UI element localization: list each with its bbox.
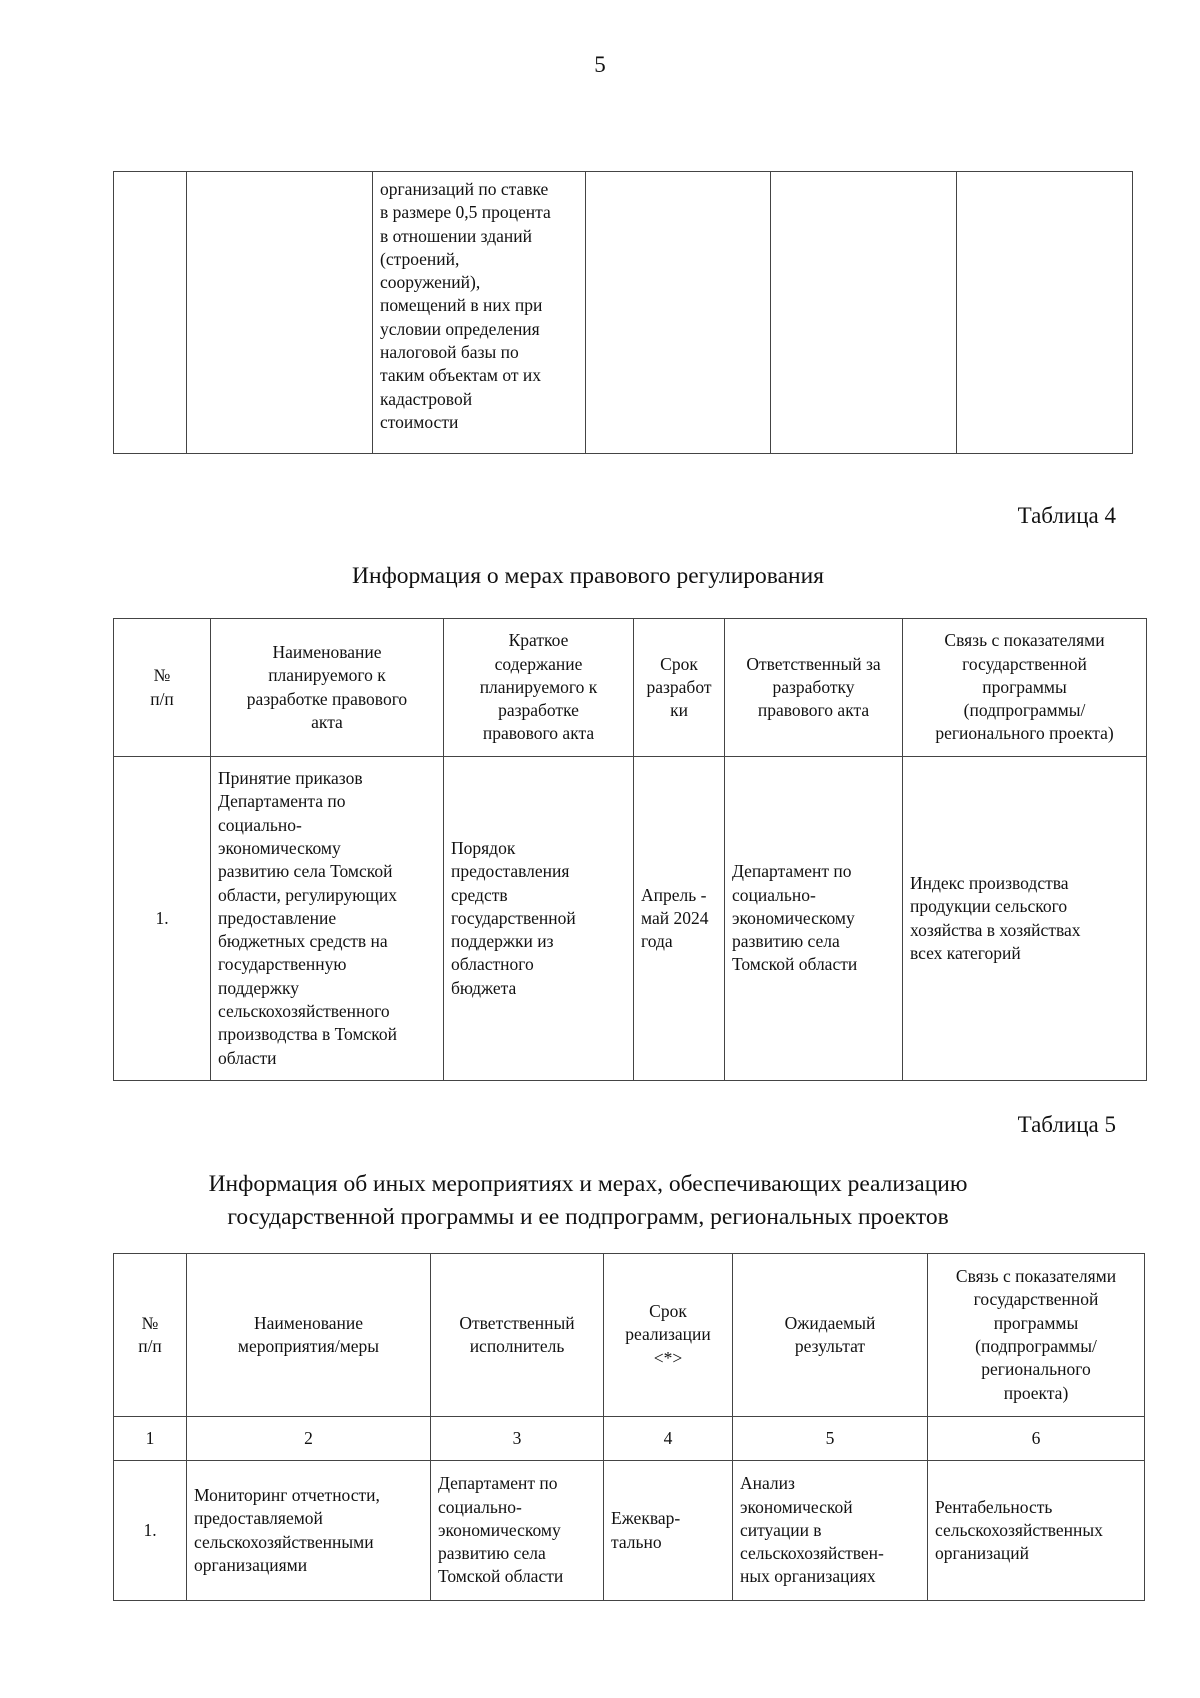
cell-line: сооружений),: [380, 272, 481, 293]
title-line: Информация об иных мероприятиях и мерах, обеспечивающих реализацию: [208, 1171, 968, 1197]
cell-line: организаций по ставке: [380, 179, 549, 199]
table-row: [114, 1461, 1145, 1601]
cell-act-name: Принятие приказов Департамента по социально- экономическому развитию села Томской области, регулирующих предоставление бюджетных средств на государственную поддержку сельскохозяйственного производства в Томской области: [211, 757, 444, 1081]
table-5: [113, 1253, 1145, 1601]
cell-line: налоговой базы по: [380, 342, 519, 363]
table-cell: [114, 172, 187, 454]
cell-indicators: Индекс производства продукции сельского хозяйства в хозяйствах всех категорий: [903, 757, 1147, 1081]
cell-line: стоимости: [380, 411, 459, 432]
column-number: 5: [733, 1417, 928, 1461]
header-cell-responsible: Ответственный за разработку правового акта: [725, 619, 903, 757]
column-number: 4: [604, 1417, 733, 1461]
cell-executor: Департамент по социально- экономическому развитию села Томской области: [431, 1461, 604, 1601]
header-cell-number: № п/п: [114, 619, 211, 757]
cell-result: Анализ экономической ситуации в сельскохозяйствен- ных организациях: [733, 1461, 928, 1601]
column-number: 6: [928, 1417, 1145, 1461]
cell-summary: Порядок предоставления средств государственной поддержки из областного бюджета: [444, 757, 634, 1081]
cell-line: таким объектам от их: [380, 365, 541, 386]
cell-line: в размере 0,5 процента: [380, 202, 551, 223]
table-header-row: [114, 619, 1147, 757]
cell-measure: Мониторинг отчетности, предоставляемой сельскохозяйственными организациями: [187, 1461, 431, 1601]
cell-line: помещений в них при: [380, 295, 543, 316]
cell-responsible: Департамент по социально- экономическому развитию села Томской области: [725, 757, 903, 1081]
header-cell-act-name: Наименование планируемого к разработке правового акта: [211, 619, 444, 757]
table-cell: [586, 172, 771, 454]
page-number: 5: [594, 52, 606, 77]
table-5-label: Таблица 5: [1017, 1112, 1116, 1137]
table-4-label: Таблица 4: [1017, 503, 1116, 528]
cell-number: 1.: [114, 757, 211, 1081]
header-cell-number: № п/п: [114, 1254, 187, 1417]
header-cell-deadline: Срок разработ ки: [634, 619, 725, 757]
table-cell: [187, 172, 373, 454]
header-cell-executor: Ответственный исполнитель: [431, 1254, 604, 1417]
cell-line: кадастровой: [380, 388, 473, 409]
header-cell-measure: Наименование мероприятия/меры: [187, 1254, 431, 1417]
column-number-row: [114, 1417, 1145, 1461]
header-cell-deadline: Срок реализации <*>: [604, 1254, 733, 1417]
column-number: 1: [114, 1417, 187, 1461]
cell-line: в отношении зданий: [380, 225, 532, 246]
cell-number: 1.: [114, 1461, 187, 1601]
table-row: [114, 757, 1147, 1081]
header-cell-result: Ожидаемый результат: [733, 1254, 928, 1417]
table-cell: [373, 172, 586, 454]
column-number: 3: [431, 1417, 604, 1461]
title-line: государственной программы и ее подпрограмм, региональных проектов: [227, 1204, 949, 1230]
table-row: [114, 172, 1133, 454]
cell-indicators: Рентабельность сельскохозяйственных организаций: [928, 1461, 1145, 1601]
cell-deadline: Апрель - май 2024 года: [634, 757, 725, 1081]
column-number: 2: [187, 1417, 431, 1461]
table-header-row: [114, 1254, 1145, 1417]
cell-deadline: Ежеквар- тально: [604, 1461, 733, 1601]
header-cell-indicators: Связь с показателями государственной программы (подпрограммы/ регионального проекта): [903, 619, 1147, 757]
header-cell-indicators: Связь с показателями государственной программы (подпрограммы/ регионального проекта): [928, 1254, 1145, 1417]
table-4-title: Информация о мерах правового регулирования: [352, 563, 824, 589]
table-cell: [957, 172, 1133, 454]
table-4: [113, 618, 1147, 1081]
header-cell-summary: Краткое содержание планируемого к разработке правового акта: [444, 619, 634, 757]
table-5-title: [0, 1168, 1188, 1234]
table-cell: [771, 172, 957, 454]
cell-line: (строений,: [380, 248, 460, 269]
continued-table: [113, 171, 1133, 454]
cell-line: условии определения: [380, 318, 540, 339]
